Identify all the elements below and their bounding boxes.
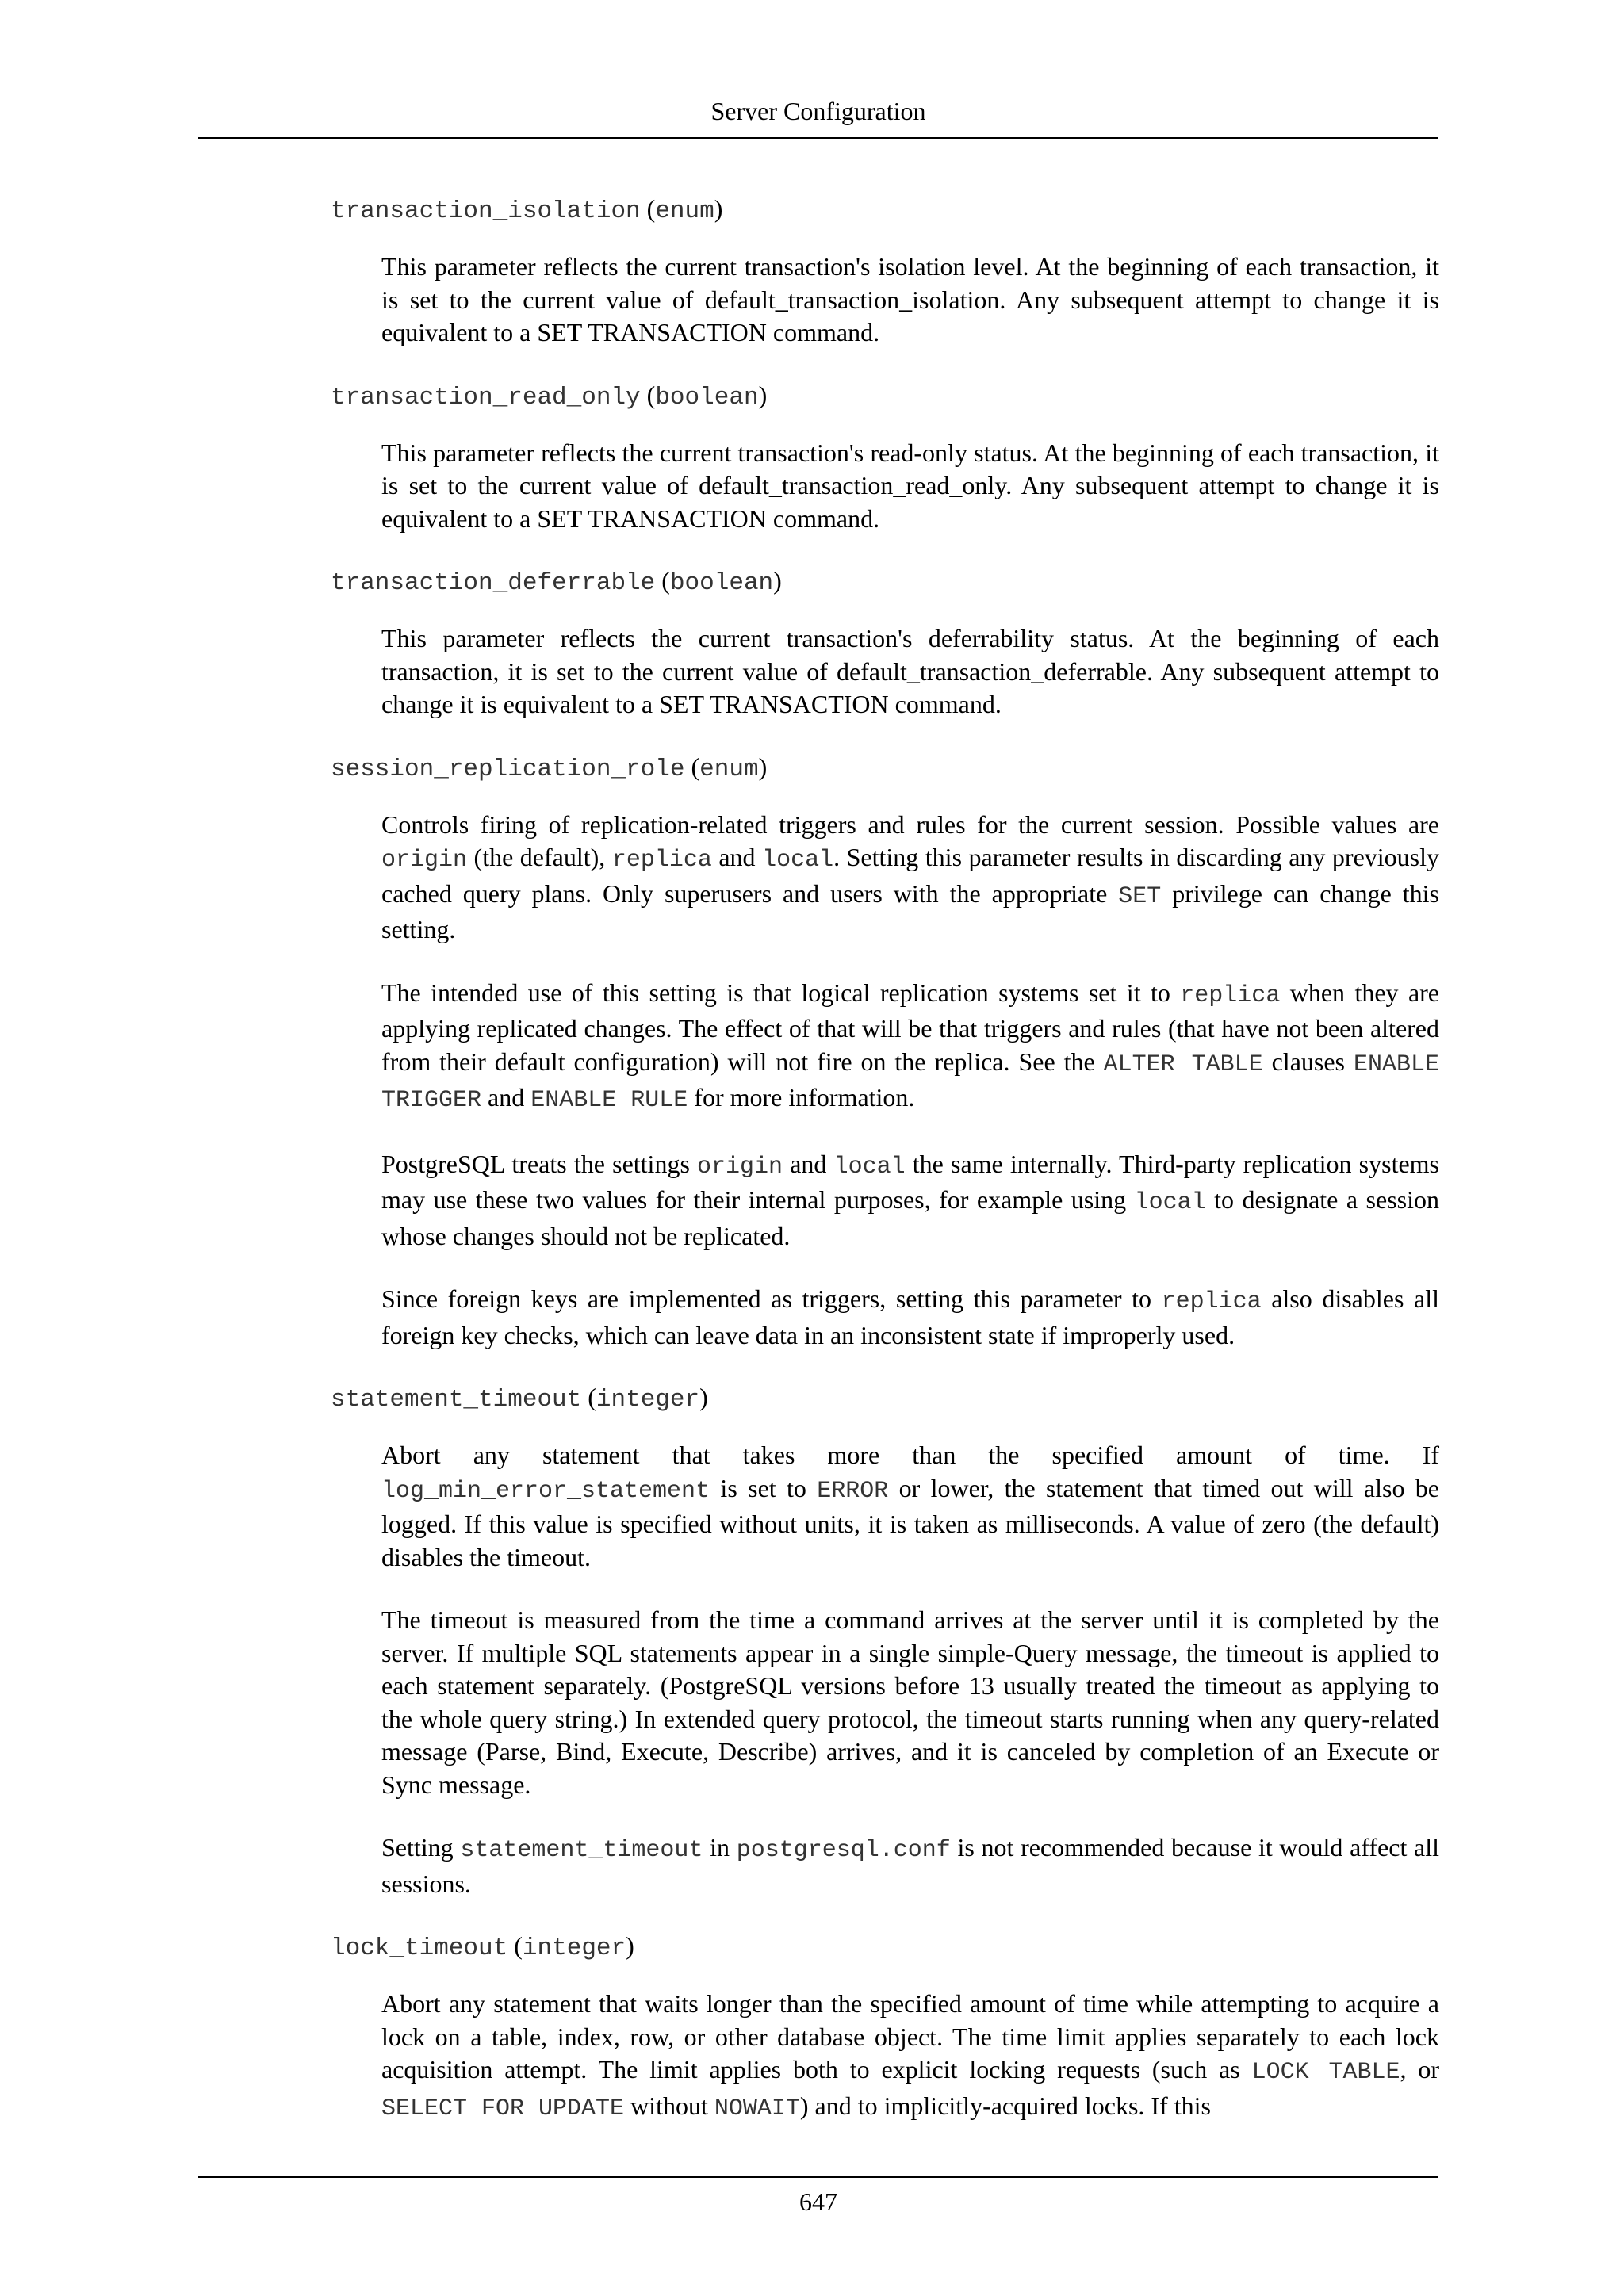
running-header: Server Configuration [710,97,926,125]
code-literal: replica [1161,1288,1262,1315]
code-literal: local [762,847,834,874]
param-description: Setting statement_timeout in postgresql.conf is not recommended because it would affect all sessions. [381,1833,1440,1898]
param-type: enum [699,755,759,783]
param-term: statement_timeout (integer) [331,1383,708,1414]
param-type: boolean [669,569,774,597]
param-name: transaction_deferrable [331,569,656,597]
param-description: This parameter reflects the current transaction's isolation level. At the beginning of each transaction, it is set to the current value of default_transaction_isolation. Any subsequent attempt to change it is equivalent to a SET TRANSACTION command. [381,252,1439,346]
page-content [331,192,1439,2126]
code-literal: log_min_error_statement [381,1477,710,1505]
code-literal: origin [697,1153,783,1181]
code-literal: replica [611,847,712,874]
code-literal: postgresql.conf [736,1837,951,1864]
code-literal: local [1134,1189,1206,1216]
param-term: lock_timeout (integer) [331,1931,634,1962]
code-literal: local [833,1153,906,1181]
param-term: transaction_isolation (enum) [331,194,723,225]
header-rule [198,137,1438,139]
code-literal: ERROR [817,1477,889,1505]
param-name: statement_timeout [331,1386,582,1414]
param-description: Controls firing of replication-related triggers and rules for the current session. Possible values are origin (the default), replica and local. Setting this parameter results in discarding any previously cached query plans. Only superusers and users with the appropriate SET privilege can change this setting. [381,809,1440,943]
param-type: boolean [655,383,759,411]
param-description: Abort any statement that waits longer than the specified amount of time while attempting to acquire a lock on a table, index, row, or other database object. The time limit applies separately to each lock acquisition attempt. The limit applies both to explicit locking requests (such as LOCK TABLE, or SELECT FOR UPDATE without NOWAIT) and to implicitly-acquired locks. If this [381,1989,1440,2122]
page-number: 647 [799,2187,837,2216]
param-description: Since foreign keys are implemented as triggers, setting this parameter to replica also disables all foreign key checks, which can leave data in an inconsistent state if improperly used. [381,1284,1440,1349]
param-name: lock_timeout [331,1934,508,1962]
code-literal: LOCK TABLE [1251,2059,1400,2086]
param-description: The timeout is measured from the time a command arrives at the server until it is completed by the server. If multiple SQL statements appear in a single simple-Query message, the timeout is applied to each statement separately. (PostgreSQL versions before 13 usually treated the timeout as applying to the whole query string.) In extended query protocol, the timeout starts running when any query-related message (Parse, Bind, Execute, Describe) arrives, and it is canceled by completion of an Execute or Sync message. [381,1605,1439,1799]
code-literal: NOWAIT [714,2095,800,2122]
param-description: This parameter reflects the current transaction's read-only status. At the beginning of each transaction, it is set to the current value of default_transaction_read_only. Any subsequent attempt to change it is equivalent to a SET TRANSACTION command. [381,438,1439,533]
code-literal: SET [1118,882,1162,910]
param-description: Abort any statement that takes more than the specified amount of time. If log_min_error_statement is set to ERROR or lower, the statement that timed out will also be logged. If this value is specified without units, it is taken as milliseconds. A value of zero (the default) disables the timeout. [381,1441,1440,1571]
code-literal: SELECT FOR UPDATE [381,2095,625,2122]
param-description: This parameter reflects the current transaction's deferrability status. At the beginning of each transaction, it is set to the current value of default_transaction_deferrable. Any subsequent attempt to change it is equivalent to a SET TRANSACTION command. [381,624,1439,718]
param-name: transaction_read_only [331,383,641,411]
param-type: integer [596,1386,700,1414]
param-term: transaction_deferrable (boolean) [331,566,782,597]
param-type: integer [522,1934,626,1962]
param-type: enum [655,197,714,225]
param-description: PostgreSQL treats the settings origin and local the same internally. Third-party replication systems may use these two values for their internal purposes, for example using local to designate a session whose changes should not be replicated. [381,1149,1440,1250]
code-literal: replica [1180,982,1281,1009]
code-literal: ENABLE TRIGGER [381,1050,1439,1114]
param-description: The intended use of this setting is that logical replication systems set it to replica when they are applying replicated changes. The effect of that will be that triggers and rules (that have not been altered from their default configuration) will not fire on the replica. See the ALTER TABLE clauses ENABLE TRIGGER and ENABLE RULE for more information. [381,978,1440,1114]
param-term: session_replication_role (enum) [331,752,768,783]
code-literal: ENABLE RULE [530,1087,688,1114]
code-literal: origin [381,847,468,874]
param-name: transaction_isolation [331,197,641,225]
param-term: transaction_read_only (boolean) [331,380,768,411]
code-literal: statement_timeout [460,1837,703,1864]
code-literal: ALTER TABLE [1103,1050,1263,1078]
param-name: session_replication_role [331,755,685,783]
footer-rule [198,2176,1438,2178]
